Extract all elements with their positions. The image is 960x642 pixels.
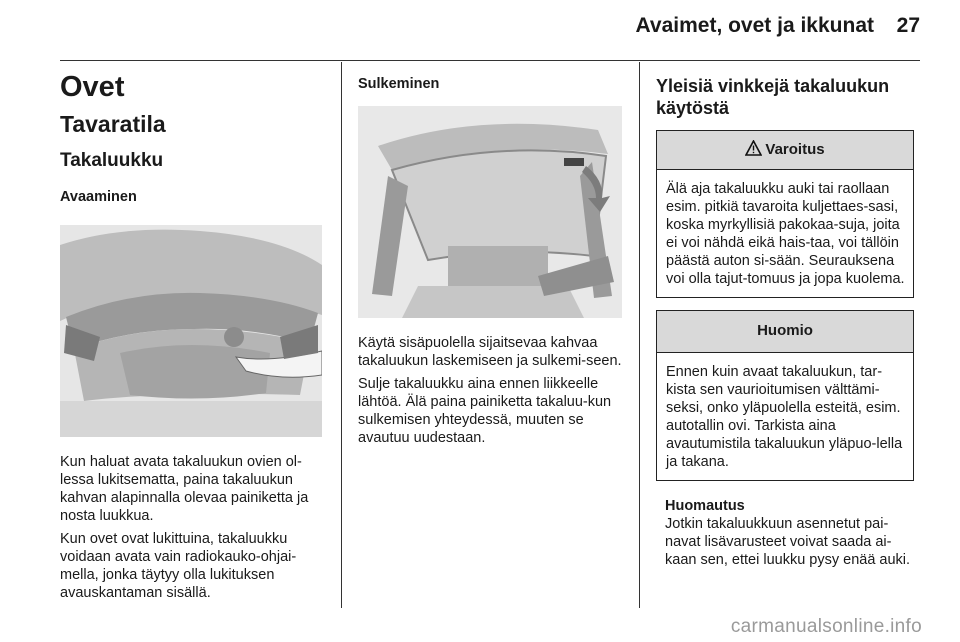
warning-box [656, 130, 914, 298]
topic-heading-closing: Sulkeminen [358, 76, 440, 92]
caution-title: Huomio [657, 311, 913, 353]
caution-text: Ennen kuin avaat takaluukun, tar-kista sen vaurioitumisen välttämi-seksi, onko yläpuolella esteitä, esim. autotallin ovi. Tarkista aina avautumistila takaluukun yläpuo-lella ja takana. [666, 364, 903, 471]
paragraph-opening-2: Kun ovet ovat lukittuina, takaluukku voidaan avata vain radiokauko-ohjai-mella, jonka täytyy olla lukituksen avauskantaman sisällä. [60, 531, 297, 602]
tailgate-closing-image [358, 106, 622, 318]
tips-heading: Yleisiä vinkkejä takaluukun käytöstä [656, 76, 890, 118]
paragraph-opening-1: Kun haluat avata takaluukun ovien ol-lessa lukitsematta, paina takaluukun kahvan alapinnalla olevaa painiketta ja nosta luukkua. [60, 454, 309, 525]
warning-triangle-icon [745, 140, 762, 160]
page-number: 27 [896, 14, 920, 37]
subsection-heading: Takaluukku [60, 150, 164, 172]
watermark: carmanualsonline.info [730, 616, 922, 637]
column-3 [656, 76, 920, 569]
column-1 [60, 70, 326, 607]
tailgate-opening-image [60, 225, 322, 437]
warning-title: Varoitus [765, 141, 825, 159]
note-block [656, 497, 920, 569]
section-heading: Tavaratila [60, 110, 166, 137]
column-divider-1 [341, 62, 342, 608]
warning-box-header [657, 131, 913, 170]
topic-heading-opening: Avaaminen [60, 189, 137, 206]
note-title: Huomautus [665, 498, 745, 515]
chapter-heading: Ovet [60, 71, 125, 103]
page-header-title: Avaimet, ovet ja ikkunat [635, 14, 874, 37]
paragraph-closing-2: Sulje takaluukku aina ennen liikkeelle lähtöä. Älä paina painiketta takaluu-kun sulkemisen yhteydessä, muuten se avautuu uudestaan. [358, 376, 612, 446]
column-divider-2 [639, 62, 640, 608]
column-2 [358, 76, 624, 452]
caution-box [656, 310, 914, 481]
warning-text: Älä aja takaluukku auki tai raollaan esim. pitkiä tavaroita kuljettaes-sasi, koska myrkyllisiä pakokaa-suja, joita ei voi nähdä eikä hais-taa, voi tällöin päästä auton si-sään. Seurauksena voi olla tajut-tomuus ja jopa kuolema. [666, 181, 905, 288]
header-rule [60, 60, 920, 61]
paragraph-closing-1: Käytä sisäpuolella sijaitsevaa kahvaa takaluukun laskemiseen ja sulkemi-seen. [358, 335, 622, 369]
note-text: Jotkin takaluukkuun asennetut pai-navat lisävarusteet voivat saada ai-kaan sen, ettei luukku pysy enää auki. [665, 516, 911, 569]
